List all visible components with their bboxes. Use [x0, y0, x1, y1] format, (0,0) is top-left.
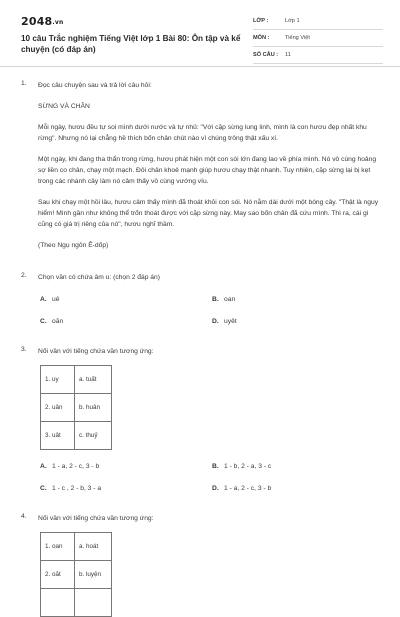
question-prompt: Chọn vần có chứa âm u: (chọn 2 đáp án): [38, 274, 160, 281]
header-divider: [0, 66, 400, 67]
table-cell: 3. uât: [41, 422, 75, 450]
option-text: 1 - a, 2 - c, 3 - b: [224, 485, 272, 492]
matching-table: [40, 365, 112, 450]
meta-value: 11: [285, 52, 291, 58]
answer-option-b[interactable]: [212, 463, 384, 470]
table-cell: 2. uân: [41, 394, 75, 422]
meta-label: MÔN :: [253, 35, 270, 41]
story-paragraph: Một ngày, khi đang tha thẩn trong rừng, hươu phát hiện một con sói lớn đang lao về phía mình. Nó vô cùng hoảng sợ liền co chân, chạy một mạch. Đôi chân khoẻ mạnh giúp hươu chạy thật nhanh. Tuy nhiên, cặp sừng lại bị kẹt trong các nhánh cây làm nó cảm thấy vô cùng vướng víu.: [38, 156, 377, 185]
question-4: [21, 513, 381, 617]
table-cell: 1. oan: [41, 533, 75, 561]
table-cell: [75, 589, 112, 617]
question-prompt: Nối vần với tiếng chứa vần tương ứng:: [38, 515, 154, 522]
answer-option-c[interactable]: [40, 318, 212, 325]
meta-label: SỐ CÂU :: [253, 52, 279, 58]
table-row: [41, 422, 112, 450]
answer-option-a[interactable]: [40, 296, 212, 303]
question-number: 3.: [21, 346, 27, 353]
option-letter: B.: [212, 463, 219, 470]
story-paragraph: Sau khi chạy một hồi lâu, hươu cảm thấy mình đã thoát khỏi con sói. Nó nằm dài dưới một bóng cây. "Thật là nguy hiểm! Mình gần như không thể trốn thoát được với cặp sừng này. May sao bốn chân đã cứu mình. Thì ra, cái gì cũng có giá trị riêng của nó", hươu nghĩ thầm.: [38, 199, 379, 228]
option-text: oan: [224, 296, 236, 303]
option-text: 1 - c , 2 - b, 3 - a: [52, 485, 102, 492]
story-paragraph: Mỗi ngày, hươu đều tự soi mình dưới nước và tự nhủ: "Với cặp sừng lung linh, mình là con hươu đẹp nhất khu rừng". Nhưng nó lại chẳng hề thích bốn chân chút nào vì chúng trông thật xấu xí.: [38, 124, 367, 142]
question-number: 2.: [21, 272, 27, 279]
answer-option-d[interactable]: [212, 485, 384, 492]
logo-suffix: .vn: [52, 19, 64, 26]
question-1: [21, 80, 381, 251]
meta-info: [253, 13, 383, 64]
option-text: 1 - b, 2 - a, 3 - c: [224, 463, 272, 470]
page-header: [0, 0, 400, 64]
table-cell: a. hoát: [75, 533, 112, 561]
meta-value: Tiếng Việt: [285, 35, 310, 41]
question-list: [21, 80, 381, 617]
meta-row-subject: [253, 30, 383, 47]
table-cell: [41, 589, 75, 617]
question-prompt: Đọc câu chuyện sau và trả lời câu hỏi:: [38, 82, 152, 89]
table-row: [41, 366, 112, 394]
story-title: SỪNG VÀ CHÂN: [38, 103, 90, 110]
meta-row-class: [253, 13, 383, 30]
table-row: [41, 561, 112, 589]
question-2: [21, 272, 381, 325]
site-logo[interactable]: [21, 15, 63, 28]
table-row: [41, 533, 112, 561]
answer-option-b[interactable]: [212, 296, 384, 303]
option-letter: A.: [40, 296, 47, 303]
option-letter: C.: [40, 485, 47, 492]
table-cell: b. huân: [75, 394, 112, 422]
question-prompt: Nối vần với tiếng chứa vần tương ứng:: [38, 348, 154, 355]
meta-value: Lớp 1: [285, 18, 300, 24]
logo-main: 2048: [21, 15, 53, 28]
option-letter: A.: [40, 463, 47, 470]
story-source: (Theo Ngụ ngôn Ê-dốp): [38, 242, 109, 249]
table-cell: 2. oăt: [41, 561, 75, 589]
answer-option-d[interactable]: [212, 318, 384, 325]
table-cell: a. tuất: [75, 366, 112, 394]
option-text: uyêt: [224, 318, 237, 325]
option-text: uê: [52, 296, 60, 303]
option-text: oăn: [52, 318, 64, 325]
matching-table: [40, 532, 112, 617]
answer-options: [38, 296, 381, 325]
option-text: 1 - a, 2 - c, 3 - b: [52, 463, 100, 470]
answer-options: [38, 463, 381, 492]
option-letter: D.: [212, 318, 219, 325]
question-3: [21, 346, 381, 492]
table-row: [41, 589, 112, 617]
table-row: [41, 394, 112, 422]
table-cell: 1. uy: [41, 366, 75, 394]
option-letter: D.: [212, 485, 219, 492]
document-title: 10 câu Trắc nghiệm Tiếng Việt lớp 1 Bài 80: Ôn tập và kể chuyện (có đáp án): [21, 34, 241, 54]
answer-option-a[interactable]: [40, 463, 212, 470]
question-number: 1.: [21, 80, 27, 87]
answer-option-c[interactable]: [40, 485, 212, 492]
table-cell: c. thuỷ: [75, 422, 112, 450]
option-letter: B.: [212, 296, 219, 303]
option-letter: C.: [40, 318, 47, 325]
meta-row-count: [253, 47, 383, 64]
question-number: 4.: [21, 513, 27, 520]
meta-label: LỚP :: [253, 18, 269, 24]
table-cell: b. luyện: [75, 561, 112, 589]
